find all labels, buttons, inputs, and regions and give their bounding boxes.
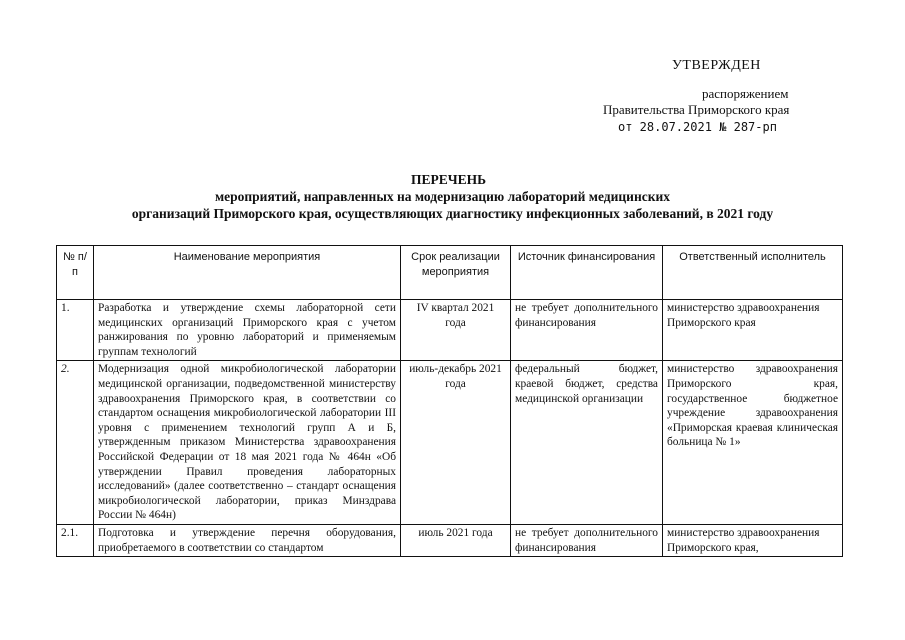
cell-source: не требует дополнительного финансирования bbox=[511, 300, 663, 361]
measures-table bbox=[56, 245, 843, 557]
header-term: Срок реализации мероприятия bbox=[401, 246, 511, 300]
heading-subtitle-1: мероприятий, направленных на модернизацию лабораторий медицинских bbox=[214, 189, 671, 204]
table-row bbox=[57, 524, 843, 556]
cell-executor: министерство здравоохранения Приморского края bbox=[663, 300, 843, 361]
cell-num: 2. bbox=[57, 361, 94, 525]
cell-term: IV квартал 2021 года bbox=[401, 300, 511, 361]
header-name: Наименование мероприятия bbox=[94, 246, 401, 300]
cell-source: федеральный бюджет, краевой бюджет, средства медицинской организации bbox=[511, 361, 663, 525]
approval-line-1: распоряжением bbox=[702, 86, 789, 101]
header-num: № п/п bbox=[57, 246, 94, 300]
approval-line-3: от 28.07.2021 № 287-рп bbox=[618, 120, 777, 134]
cell-num: 1. bbox=[57, 300, 94, 361]
header-source: Источник финансирования bbox=[511, 246, 663, 300]
cell-term: июль-декабрь 2021 года bbox=[401, 361, 511, 525]
cell-name: Разработка и утверждение схемы лабораторной сети медицинских организаций Приморского края с учетом ранжирования по уровню лабораторий и применяемым группам технологий bbox=[94, 300, 401, 361]
cell-executor: министерство здравоохранения Приморского края, bbox=[663, 524, 843, 556]
cell-term: июль 2021 года bbox=[401, 524, 511, 556]
cell-name: Подготовка и утверждение перечня оборудования, приобретаемого в соответствии со стандартом bbox=[94, 524, 401, 556]
heading-subtitle-2: организаций Приморского края, осуществляющих диагностику инфекционных заболеваний, в 2021 году bbox=[131, 206, 774, 221]
cell-num: 2.1. bbox=[57, 524, 94, 556]
cell-name: Модернизация одной микробиологической лаборатории медицинской организации, подведомственной министерству здравоохранения Приморского края, в соответствии со стандартом оснащения микробиологической лаборатории III уровня с применением технологий групп А и Б, утвержденным приказом Министерства здравоохранения Российской Федерации от 18 мая 2021 года № 464н «Об утверждении Правил проведения лабораторных исследований» (далее соответственно – стандарт оснащения микробиологической лаборатории, приказ Минздрава России № 464н) bbox=[94, 361, 401, 525]
document-heading bbox=[0, 172, 905, 222]
table-row bbox=[57, 361, 843, 525]
approval-title: УТВЕРЖДЕН bbox=[672, 58, 761, 73]
table-header-row bbox=[57, 246, 843, 300]
cell-source: не требует дополнительного финансирования bbox=[511, 524, 663, 556]
cell-executor: министерство здравоохранения Приморского края, государственное бюджетное учреждение здравоохранения «Приморская краевая клиническая больница № 1» bbox=[663, 361, 843, 525]
table-row bbox=[57, 300, 843, 361]
header-executor: Ответственный исполнитель bbox=[663, 246, 843, 300]
heading-title: ПЕРЕЧЕНЬ bbox=[410, 172, 487, 187]
approval-line-2: Правительства Приморского края bbox=[603, 102, 790, 117]
